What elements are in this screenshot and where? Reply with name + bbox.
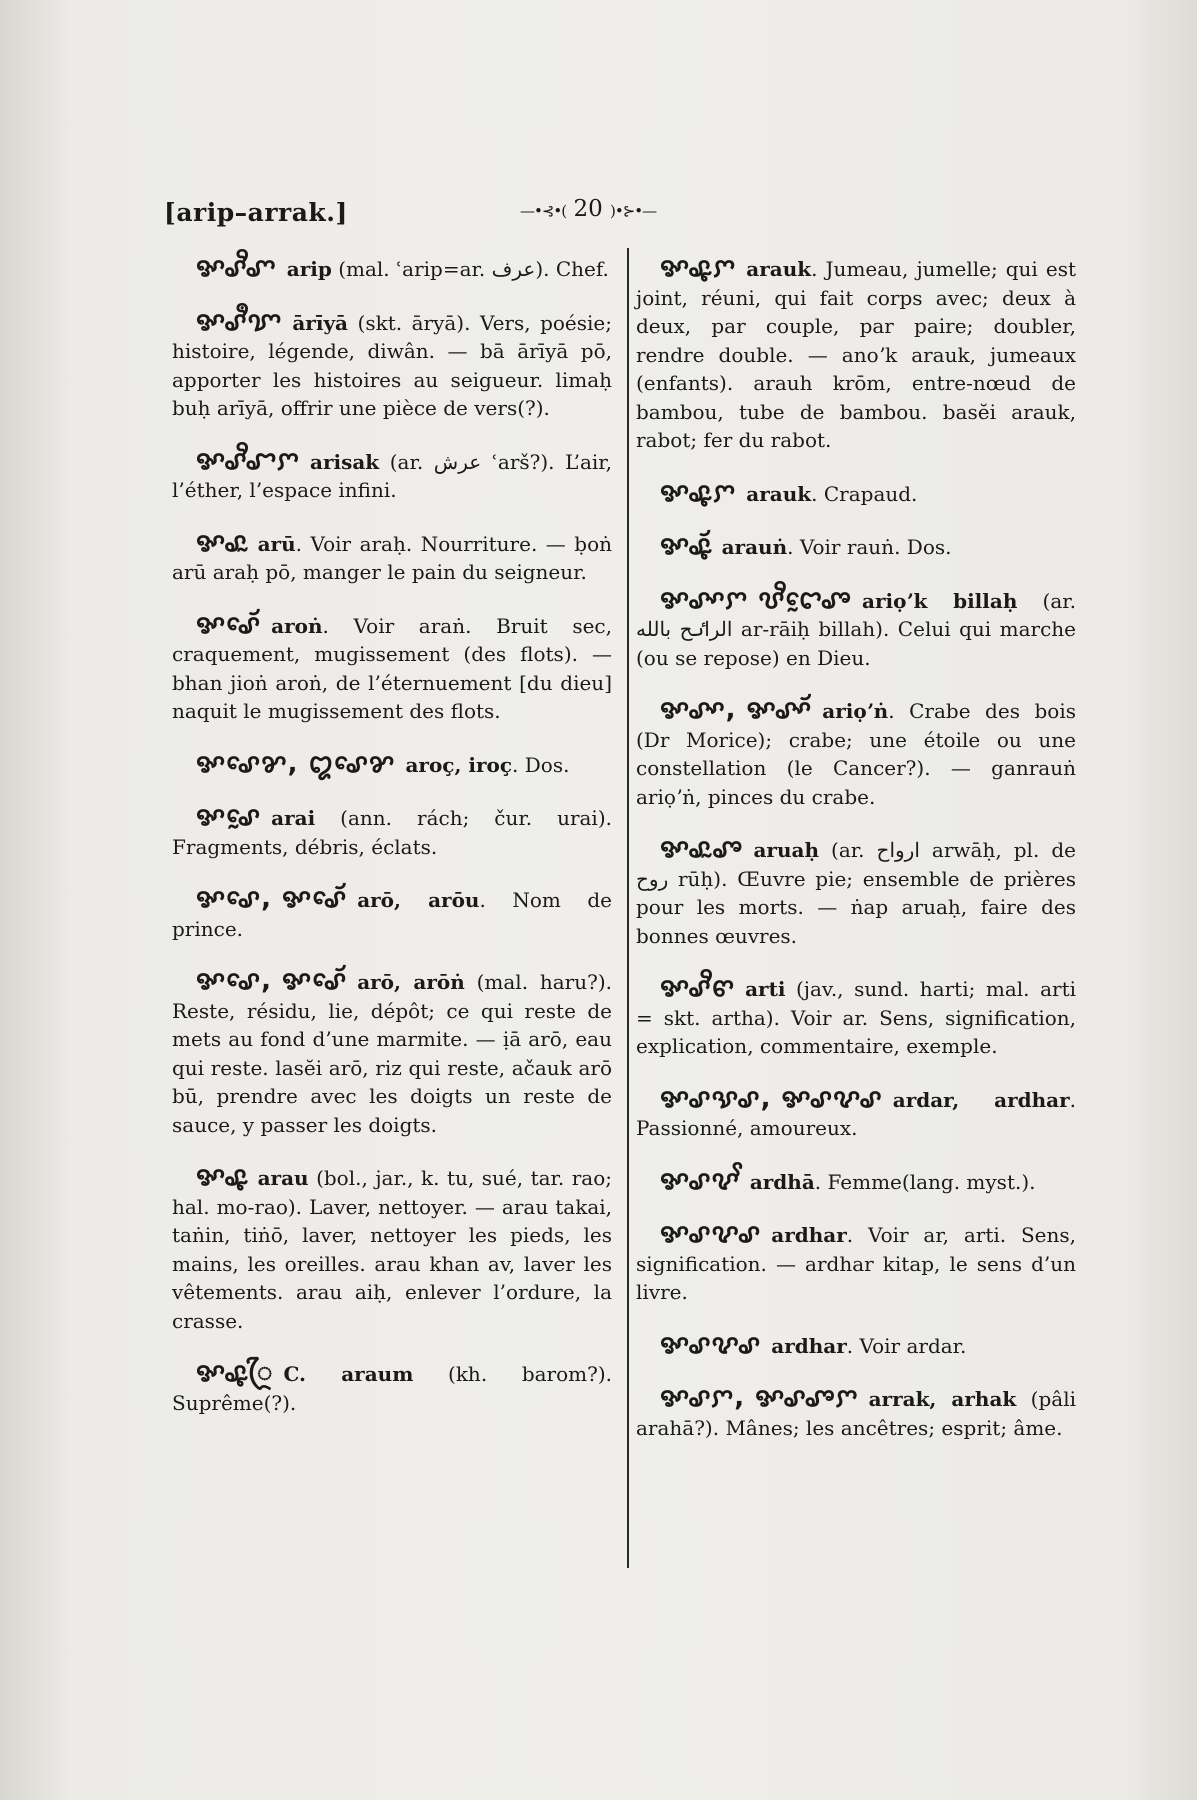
headword: ariọʼk billaḥ <box>862 588 1018 613</box>
dictionary-entry <box>172 1359 612 1417</box>
headword: arō, arōu <box>357 888 480 912</box>
definition: . Crabe des bois (Dr Morice); crabe; une étoile ou une constellation (le Cancer?). — ganrauṅ ariọʼṅ, pinces du crabe. <box>636 699 1076 809</box>
headword: arō, arōṅ <box>357 970 465 994</box>
headword: arauk <box>746 257 812 281</box>
left-column <box>172 254 612 1441</box>
headword: aroṅ <box>271 613 323 638</box>
dictionary-entry <box>636 1167 1076 1197</box>
dictionary-entry <box>636 479 1076 509</box>
dictionary-entry <box>172 611 612 726</box>
definition: . Nom de prince. <box>172 888 613 941</box>
definition: (mal. haru?). Reste, résidu, lie, dépôt; ce qui reste de mets au fond d’une marmite. — ịā arō, eau qui reste. lasĕi arō, riz qui reste, ačauk arō bū, prendre avec les doigts un reste de sauce, y passer les doigts. <box>172 970 613 1137</box>
cham-script-word: ꨀꨣꨫꨢ <box>196 306 283 337</box>
cham-script-word: ꨀꨣꨯꨮ <box>196 609 262 640</box>
definition: . Voir ar, arti. Sens, signification. — ardhar kitap, le sens d’un livre. <box>636 1223 1076 1304</box>
definition: (mal. ʿarip=ar. عرف). Chef. <box>331 257 609 281</box>
cham-script-word: ꨀꨣꨳ, ꨀꨣꨳꨮ <box>660 695 813 725</box>
definition: . Passionné, amoureux. <box>636 1087 1076 1140</box>
headword: arū <box>257 531 296 556</box>
cham-script-word: ꨀꨣꨭꨨ <box>660 834 744 864</box>
dictionary-entry <box>172 254 612 284</box>
dictionary-entry <box>636 1331 1076 1361</box>
dictionary-entry <box>172 529 612 587</box>
ornament-right: )•⊱•— <box>610 202 657 220</box>
cham-script-word: ꨀꨣꨖꨣ <box>660 1329 762 1360</box>
definition: . Voir araṅ. Bruit sec, craquement, mugissement (des flots). — bhan jioṅ aroṅ, de l’éternuement [du dieu] naquit le mugissement des flots. <box>172 613 612 723</box>
cham-script-word: ꨀꨣꨪꨧꨆ <box>196 445 300 476</box>
definition: . Voir ardar. <box>846 1333 967 1358</box>
cham-script-word: ꨀꨣꨪꨓ <box>660 973 736 1003</box>
definition: (kh. barom?). Suprême(?). <box>172 1362 612 1415</box>
dictionary-entry <box>636 532 1076 562</box>
dictionary-entry <box>172 1163 612 1335</box>
headword: aruaḥ <box>753 838 819 862</box>
definition: (pâli arahā?). Mânes; les ancêtres; esprit; âme. <box>636 1387 1076 1440</box>
right-column <box>636 254 1076 1466</box>
dictionary-entry <box>172 885 612 943</box>
headword: arau <box>257 1166 309 1190</box>
ornament-left: —•⊰•( <box>520 202 567 220</box>
headword: arti <box>745 977 786 1001</box>
cham-script-word: ꨀꨣꨖꨣ <box>660 1219 762 1249</box>
cham-script-word: ꨀꨣꨵꨮ <box>660 531 712 561</box>
headword: C. araum <box>283 1362 414 1386</box>
dictionary-entry <box>636 974 1076 1061</box>
dictionary-entry <box>636 835 1076 950</box>
definition: . Femme(lang. myst.). <box>814 1169 1036 1194</box>
definition: (ar. ارواح arwāḥ, pl. de روح rūḥ). Œuvre pie; ensemble de prières pour les morts. — ṅap aruaḥ, faire des bonnes œuvres. <box>636 838 1076 948</box>
definition: . Dos. <box>512 752 570 777</box>
cham-script-word: ꨀꨣꨵ <box>196 1162 248 1192</box>
cham-script-word: ꨀꨣꨆ, ꨀꨣꨨꨆ <box>660 1383 859 1413</box>
dictionary-entry <box>172 967 612 1139</box>
definition: . Voir rauṅ. Dos. <box>787 535 952 559</box>
dictionary-entry <box>636 1085 1076 1143</box>
column-divider <box>627 248 629 1568</box>
cham-script-word: ꨀꨣꨯ, ꨀꨣꨯꨮ <box>196 884 348 914</box>
cham-script-word: ꨀꨣꨵꨆ <box>660 253 737 283</box>
cham-script-word: ꨀꨣꨭ <box>196 527 248 558</box>
dictionary-entry <box>636 254 1076 455</box>
headword: arauṅ <box>721 535 788 559</box>
dictionary-entry <box>636 696 1076 811</box>
headword: aroç, iroç <box>405 752 513 777</box>
headword: arauk <box>746 481 812 506</box>
dictionary-entry <box>636 586 1076 673</box>
page-number-ornament <box>520 196 656 222</box>
cham-script-word: ꨀꨣꨕꨣ, ꨀꨣꨖꨣ <box>660 1083 883 1114</box>
headword: ariọʼṅ <box>822 699 889 723</box>
headword: ardar, ardhar <box>892 1087 1070 1112</box>
cham-script-word: ꨀꨣꨳꨆ ꨝꨪꨤꨰꨨ <box>660 584 853 615</box>
headword: arisak <box>309 449 380 474</box>
headword: ardhar <box>771 1223 847 1247</box>
dictionary-entry <box>172 750 612 780</box>
cham-script-word: ꨀꨣꨖꨩ <box>660 1165 740 1196</box>
headword: ardhar <box>771 1333 847 1358</box>
headword: arip <box>286 257 332 281</box>
page-number: 20 <box>573 196 603 222</box>
cham-script-word: ꨀꨣꨵꨴ <box>196 1358 274 1388</box>
dictionary-entry <box>172 308 612 423</box>
definition: (ar. عرش ʿarš?). L’air, l’éther, l’espace infini. <box>172 449 612 502</box>
headword: ardhā <box>749 1169 815 1194</box>
cham-script-word: ꨀꨣꨪꨚ <box>196 253 277 283</box>
cham-script-word: ꨀꨣꨰ <box>196 802 262 832</box>
running-head: [arip–arrak.] <box>164 198 348 227</box>
dictionary-entry <box>636 1384 1076 1442</box>
headword: arrak, arhak <box>868 1387 1017 1411</box>
definition: (ann. rách; čur. urai). Fragments, débris, éclats. <box>172 806 612 859</box>
definition: (ar. الراٸح بالله ar-rāiḥ billah). Celui qui marche (ou se repose) en Dieu. <box>636 588 1076 670</box>
definition: . Crapaud. <box>811 481 918 506</box>
definition: (skt. āryā). Vers, poésie; histoire, légende, diwân. — bā ārīyā pō, apporter les histoires au seigueur. limaḥ buḥ arīyā, offrir une pièce de vers(?). <box>172 310 612 420</box>
dictionary-entry <box>636 1220 1076 1307</box>
definition: . Jumeau, jumelle; qui est joint, réuni, qui fait corps avec; deux à deux, par couple, par paire; doubler, rendre double. — anoʼk arauk, jumeaux (enfants). arauh krōm, entre-nœud de bambou, tube de bambou. basĕi arauk, rabot; fer du rabot. <box>636 257 1076 452</box>
cham-script-word: ꨀꨣꨵꨆ <box>660 477 737 508</box>
definition: . Voir araḥ. Nourriture. — ḅoṅ arū araḥ pō, manger le pain du seigneur. <box>172 531 612 584</box>
definition: (bol., jar., k. tu, sué, tar. rao; hal. mo-rao). Laver, nettoyer. — arau takai, taṅin, tiṅō, laver, nettoyer les pieds, les mains, les oreilles. arau khan av, laver les vêtements. arau aiḥ, enlever l’ordure, la crasse. <box>172 1166 612 1333</box>
cham-script-word: ꨀꨣꨯꨌ, ꨁꨣꨯꨌ <box>196 748 396 779</box>
headword: arai <box>271 806 316 830</box>
cham-script-word: ꨀꨣꨯ, ꨀꨣꨯꨮ <box>196 966 348 996</box>
dictionary-entry <box>172 803 612 861</box>
dictionary-entry <box>172 447 612 505</box>
definition: (jav., sund. harti; mal. arti = skt. artha). Voir ar. Sens, signification, explication, commentaire, exemple. <box>636 977 1076 1058</box>
headword: ārīyā <box>292 310 349 335</box>
